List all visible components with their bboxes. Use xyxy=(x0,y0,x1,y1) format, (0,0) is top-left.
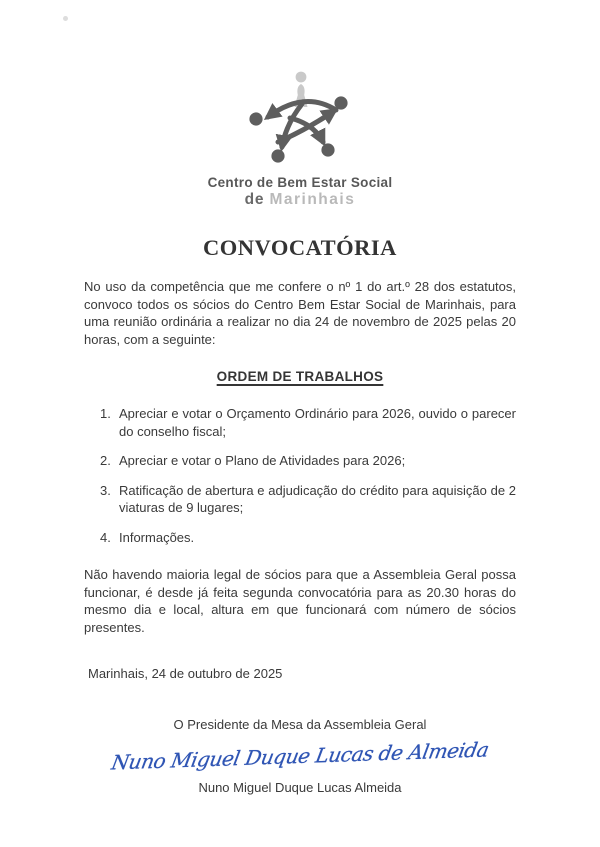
signer-name: Nuno Miguel Duque Lucas Almeida xyxy=(198,780,402,795)
agenda-item-text: Apreciar e votar o Orçamento Ordinário para 2026, ouvido o parecer do conselho fiscal; xyxy=(119,406,516,439)
agenda-item xyxy=(100,529,516,547)
second-call-paragraph: Não havendo maioria legal de sócios para que a Assembleia Geral possa funcionar, é desde já feita segunda convocatória para as 20.30 horas do mesmo dia e local, altura em que funcionará com número de sócios presentes. xyxy=(84,567,516,635)
org-name-place: Marinhais xyxy=(269,191,356,208)
handwritten-signature: Nuno Miguel Duque Lucas de Almeida xyxy=(109,737,491,775)
org-name-line2 xyxy=(0,191,600,209)
agenda-item-number: 2. xyxy=(100,453,111,468)
document-body xyxy=(0,278,600,795)
org-name-de: de xyxy=(244,191,265,208)
agenda-list xyxy=(84,405,516,546)
agenda-item-number: 1. xyxy=(100,406,111,421)
agenda-item xyxy=(100,482,516,517)
agenda-item xyxy=(100,405,516,440)
agenda-heading: ORDEM DE TRABALHOS xyxy=(216,369,384,384)
document-title: CONVOCATÓRIA xyxy=(203,235,397,260)
swoosh-arrows-icon xyxy=(268,101,336,147)
org-logo xyxy=(0,0,600,209)
agenda-item-number: 4. xyxy=(100,529,111,545)
agenda-item-number: 3. xyxy=(100,482,111,498)
agenda-item xyxy=(100,452,516,470)
people-star-logo-icon xyxy=(220,66,380,168)
scan-artifact xyxy=(63,16,68,21)
signature-block xyxy=(84,737,516,778)
agenda-item-text: Apreciar e votar o Plano de Atividades para 2026; xyxy=(119,453,406,468)
agenda-item-text: Ratificação de abertura e adjudicação do crédito para aquisição de 2 viaturas de 9 lugares; xyxy=(119,482,516,515)
agenda-item-text: Informações. xyxy=(119,529,195,545)
dateline: Marinhais, 24 de outubro de 2025 xyxy=(88,666,283,681)
signer-role: O Presidente da Mesa da Assembleia Geral xyxy=(173,717,427,732)
intro-paragraph: No uso da competência que me confere o nº 1 do art.º 28 dos estatutos, convoco todos os sócios do Centro Bem Estar Social de Marinhais, para uma reunião ordinária a realizar no dia 24 de novembro de 2025 pelas 20 horas, com a seguinte: xyxy=(84,279,516,347)
org-name-line1: Centro de Bem Estar Social xyxy=(207,175,393,190)
